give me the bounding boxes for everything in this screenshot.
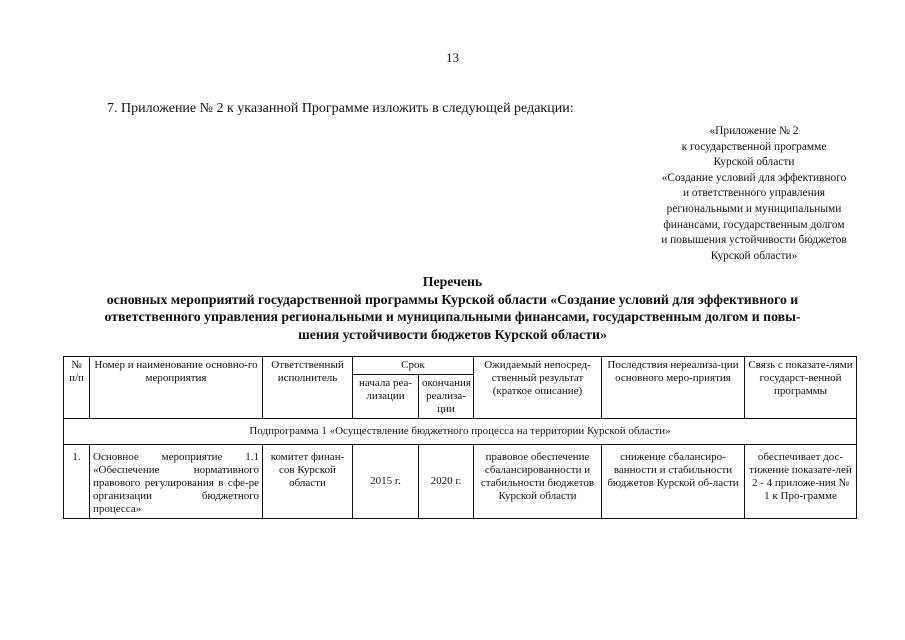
appendix-line: и ответственного управления (682, 187, 826, 200)
appendix-line: к государственной программе (681, 140, 827, 153)
subprogram-title: Подпрограмма 1 «Осуществление бюджетного процесса на территории Курской области» (64, 419, 857, 445)
row-consequences: снижение сбалансиро-ванности и стабильности бюджетов Курской об-ласти (602, 445, 745, 519)
header-indicator-link: Связь с показате-лями государст-венной программы (745, 357, 857, 419)
row-executor: комитет финан-сов Курской области (263, 445, 353, 519)
header-expected-result: Ожидаемый непосред-ственный результат (краткое описание) (474, 357, 602, 419)
appendix-line: финансами, государственным долгом (663, 218, 845, 231)
title-line: ответственного управления региональными и муниципальными финансами, государственным долгом и повы- (104, 309, 801, 325)
appendix-line: региональными и муниципальными (666, 202, 842, 215)
appendix-line: «Приложение № 2 (709, 125, 799, 137)
appendix-line: «Создание условий для эффективного (661, 171, 847, 184)
page-number: 13 (446, 50, 459, 65)
appendix-line: и повышения устойчивости бюджетов (661, 234, 847, 247)
row-expected-result: правовое обеспечение сбалансированности и стабильности бюджетов Курской области (474, 445, 602, 519)
subprogram-row (64, 419, 857, 445)
header-name: Номер и наименование основно-го мероприятия (90, 357, 263, 419)
header-executor: Ответственный исполнитель (263, 357, 353, 419)
row-term-start: 2015 г. (353, 445, 419, 519)
table-row (64, 445, 857, 519)
header-term-start: начала реа-лизации (353, 375, 419, 419)
header-term-end: окончания реализа-ции (419, 375, 474, 419)
title-line: основных мероприятий государственной программы Курской области «Создание условий для эффективного и (106, 291, 799, 307)
row-indicator-link: обеспечивает дос-тижение показате-лей 2 - 4 приложе-ния № 1 к Про-грамме (745, 445, 857, 519)
title-line: Перечень (422, 274, 483, 289)
title-line: шения устойчивости бюджетов Курской области» (298, 326, 607, 342)
header-num: № п/п (64, 357, 90, 419)
row-num: 1. (64, 445, 90, 519)
row-term-end: 2020 г. (419, 445, 474, 519)
table-header-row (64, 357, 857, 375)
header-term: Срок (353, 357, 474, 375)
document-title (40, 273, 865, 343)
appendix-line: Курской области (713, 156, 795, 169)
appendix-header (620, 124, 888, 264)
header-consequences: Последствия нереализа-ции основного меро-приятия (602, 357, 745, 419)
activities-table (63, 356, 857, 519)
appendix-line: Курской области» (710, 249, 798, 262)
amendment-instruction: 7. Приложение № 2 к указанной Программе изложить в следующей редакции: (107, 101, 574, 116)
row-activity-name: Основное мероприятие 1.1 «Обеспечение нормативного правового регулирования в сфе-ре организации бюджетного процесса» (90, 445, 263, 519)
